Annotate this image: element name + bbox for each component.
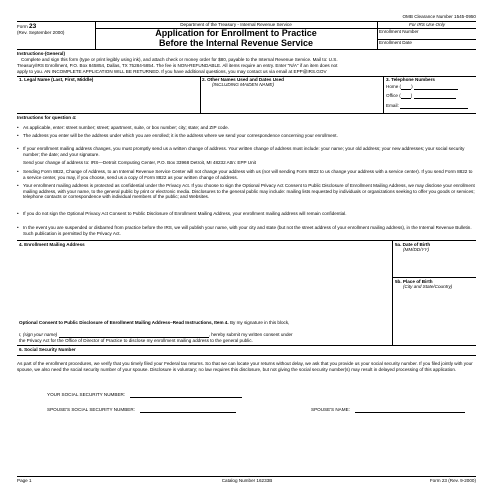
ssn-explanation: As part of the enrollment procedures, we verify that you timely filed your Federal tax returns. So that we can locate your returns without delay, we ask that you provide us your social security number. If you filed jointly with your spouse, we also need the social security number of your spouse. Disclosure is voluntary; no law requires this disclosure, but not giving the social security number(s) may result in delayed processing of this application.: [17, 361, 473, 372]
form-label: Form 23: [17, 23, 37, 30]
q4-bullet: • As applicable, enter: street number; street; apartment, suite, or box number; city; state; and ZIP code.: [17, 125, 229, 130]
q4-bullet: • Your enrollment mailing address is protected as confidential under the Privacy Act. If you choose to sign the Optional Privacy Act Consent to Public Disclosure of Enrollment Mailing Address, we may disclose your enrollment mailing address, with your name, to the general public by print or electronic media. Disclosures to the general public may include: mailing lists requested by individuals or organizations seeking to offer you goods or services; telephone contacts or correspondence with individual members of the public; and Websites.: [17, 183, 475, 200]
general-instructions-line2: Treasury/IRS Enrollment, P.O. Box 845854, Dallas, TX 75284-5854. The fee is NON-REFUNDABLE. All items require an entry. Enter "N/A" if an item does not: [17, 63, 338, 68]
pob-label: 5b. Place of Birth: [395, 279, 433, 284]
change-of-address-destination: Send your change of address to: IRS—Detroit Computing Center, P.O. Box 33968 Detroit, MI 48232 Attn: EPP Unit: [23, 160, 256, 165]
pob-format: (City and State/Country): [403, 284, 453, 289]
general-instructions-line1: Complete and sign this form (type or print legibly using ink), and attach check or money order for $80, payable to the Internal Revenue Service. Mail to: U.S.: [21, 57, 338, 62]
your-ssn-row: YOUR SOCIAL SECURITY NUMBER:: [47, 392, 242, 398]
irs-use-only: For IRS Use Only: [409, 22, 445, 27]
consent-signature-row: I, (sign your name) , hereby submit my written consent under: [19, 332, 293, 337]
other-names-label: 2. Other Names Used and Dates Used: [202, 77, 284, 82]
consent-text-line2: the Privacy Act for the Office of Director of Practice to disclose my enrollment mailing address to the general public.: [19, 338, 253, 343]
q4-bullet: • In the event you are suspended or disbarred from practice before the IRS, we will publish your name, with your city and state (but not the street address of your enrollment mailing address), in the Internal Revenue Bulletin. Such publication is permitted by the Privacy Act.: [17, 225, 472, 236]
your-ssn-input[interactable]: [130, 397, 242, 398]
pob-field[interactable]: [395, 291, 475, 343]
dob-label: 5a. Date of Birth: [395, 242, 431, 247]
office-area-code-input[interactable]: [401, 98, 411, 99]
home-phone-input[interactable]: [414, 89, 458, 90]
form-revision: (Rev. September 2000): [17, 30, 65, 35]
email-input[interactable]: [400, 108, 468, 109]
ssn-label: 6. Social Security Number: [19, 347, 76, 352]
q4-bullet: • Sending Form 8822, Change of Address, to an Internal Revenue Service Center will not change your address with us (nor will sending Form 8822 to us change your address with a service center). If you send Form 8822 to a service center, you may, if you choose, send us a copy of Form 8822 as your written change of address.: [17, 169, 473, 180]
legal-name-field[interactable]: [19, 84, 199, 112]
spouse-name-row: SPOUSE'S NAME:: [311, 407, 465, 413]
general-instructions-heading: Instructions-(General): [17, 51, 65, 56]
home-area-code-input[interactable]: [401, 89, 411, 90]
general-instructions-line3: apply to you. AN INCOMPLETE APPLICATION WILL BE RETURNED. If you have additional questions, you may contact us via email at EPP@IRS.GOV: [17, 69, 327, 74]
office-phone-row: Office ( ): [386, 93, 476, 99]
spouse-ssn-input[interactable]: [140, 412, 236, 413]
office-phone-input[interactable]: [414, 98, 456, 99]
q4-bullet: • If you do not sign the Optional Privacy Act Consent to Public Disclosure of Enrollment Mailing Address, your enrollment mailing address will remain confidential.: [17, 211, 347, 216]
spouse-name-input[interactable]: [355, 412, 465, 413]
maiden-name-note: (INCLUDING MAIDEN NAME): [212, 82, 275, 87]
home-phone-row: Home ( ): [386, 84, 476, 90]
mailing-address-field[interactable]: [19, 249, 389, 305]
q4-instructions-heading: Instructions for question 4:: [17, 115, 77, 120]
dob-format: (MM/DD/YY): [403, 247, 430, 252]
telephone-label: 3. Telephone Numbers: [386, 77, 435, 82]
consent-block: Optional Consent to Public Disclosure of Enrollment Mailing Address–Read Instructions, Item 4. By my signature in this block,: [19, 320, 290, 325]
mailing-address-label: 4. Enrollment Mailing Address: [19, 242, 85, 247]
q4-bullet: • If your enrollment mailing address changes, you must promptly send us a written change of address. Your written change of address must include: your name; your old address; your new addresses; your social security number; the date; and your signature.: [17, 146, 465, 157]
legal-name-label: 1. Legal Name (Last, First, Middle): [19, 77, 94, 82]
enrollment-number-label: Enrollment Number: [379, 29, 419, 34]
form-footer-id: Form 23 (Rev. 9-2000): [429, 478, 476, 483]
email-row: Email:: [386, 103, 476, 109]
page-number: Page 1: [17, 478, 32, 483]
q4-bullet: • The address you enter will be the address under which you are enrolled; it is the address where we send your correspondence concerning your enrollment.: [17, 133, 338, 138]
form-title-line1: Application for Enrollment to Practice: [155, 28, 317, 38]
enrollment-date-label: Enrollment Date: [379, 40, 412, 45]
department-line: Department of the Treasury - Internal Revenue Service: [180, 22, 292, 27]
form-number: 23: [29, 23, 37, 30]
catalog-number: Catalog Number 16233B: [221, 478, 273, 483]
spouse-ssn-row: SPOUSE'S SOCIAL SECURITY NUMBER:: [47, 407, 236, 413]
omb-number: OMB Clearance Number 1545-0950: [402, 14, 476, 19]
other-names-field[interactable]: [202, 88, 382, 112]
form-title-line2: Before the Internal Revenue Service: [158, 38, 314, 48]
dob-field[interactable]: [395, 254, 475, 276]
form-page: [17, 14, 476, 484]
